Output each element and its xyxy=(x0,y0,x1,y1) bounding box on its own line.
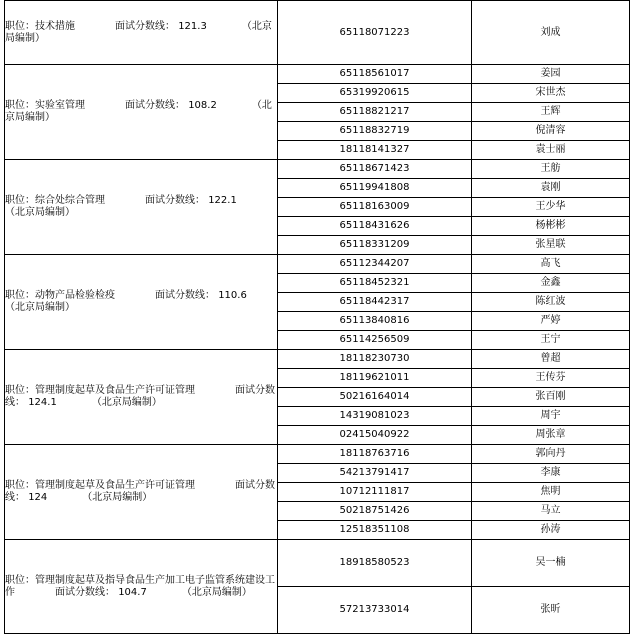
score-line-label: 面试分数线： xyxy=(155,290,215,301)
position-text xyxy=(5,21,277,45)
position-cell xyxy=(5,160,278,255)
exam-number-cell: 14319081023 xyxy=(278,407,472,426)
candidate-name-cell: 李康 xyxy=(472,464,630,483)
candidate-name-cell: 王少华 xyxy=(472,198,630,217)
exam-number-cell: 65112344207 xyxy=(278,255,472,274)
position-label: 职位：管理制度起草及指导食品生产加工电子监管系统建设工作 xyxy=(5,574,275,598)
candidate-name-cell: 王辉 xyxy=(472,103,630,122)
exam-number-cell: 18118230730 xyxy=(278,350,472,369)
candidate-name-cell: 刘成 xyxy=(472,1,630,65)
candidate-name-cell: 袁刚 xyxy=(472,179,630,198)
bureau-note: （北京局编制） xyxy=(186,586,252,598)
position-label: 职位：动物产品检验检疫 xyxy=(5,290,115,301)
position-cell xyxy=(5,1,278,65)
score-value: 121.3 xyxy=(178,20,207,32)
exam-number-cell: 65118431626 xyxy=(278,217,472,236)
exam-number-cell: 65114256509 xyxy=(278,331,472,350)
exam-number-cell: 57213733014 xyxy=(278,587,472,634)
table-row xyxy=(5,65,630,84)
position-text xyxy=(5,385,277,409)
exam-number-cell: 65118821217 xyxy=(278,103,472,122)
candidate-name-cell: 陈红波 xyxy=(472,293,630,312)
exam-number-cell: 18119621011 xyxy=(278,369,472,388)
candidate-name-cell: 宋世杰 xyxy=(472,84,630,103)
exam-number-cell: 65118442317 xyxy=(278,293,472,312)
score-line-label: 面试分数线： xyxy=(145,195,205,206)
candidate-name-cell: 曾超 xyxy=(472,350,630,369)
bureau-note: （北京局编制） xyxy=(5,207,75,218)
position-label: 职位：管理制度起草及食品生产许可证管理 xyxy=(5,385,195,396)
bureau-note: （北京局编制） xyxy=(96,397,162,408)
position-label: 职位：管理制度起草及食品生产许可证管理 xyxy=(5,480,195,491)
score-line-label: 面试分数线： xyxy=(115,20,175,32)
score-value: 104.7 xyxy=(118,586,147,598)
candidate-name-cell: 周宇 xyxy=(472,407,630,426)
candidate-name-cell: 王宁 xyxy=(472,331,630,350)
candidate-name-cell: 王传芬 xyxy=(472,369,630,388)
candidate-name-cell: 张百刚 xyxy=(472,388,630,407)
position-text xyxy=(5,195,277,219)
position-text xyxy=(5,575,277,599)
exam-number-cell: 65118331209 xyxy=(278,236,472,255)
position-cell xyxy=(5,350,278,445)
score-value: 122.1 xyxy=(208,195,237,206)
exam-number-cell: 65319920615 xyxy=(278,84,472,103)
exam-number-cell: 10712111817 xyxy=(278,483,472,502)
exam-number-cell: 65119941808 xyxy=(278,179,472,198)
exam-number-cell: 65118832719 xyxy=(278,122,472,141)
position-label: 职位：实验室管理 xyxy=(5,100,85,111)
table-row xyxy=(5,1,630,65)
interview-score-table xyxy=(4,0,630,634)
exam-number-cell: 18118141327 xyxy=(278,141,472,160)
bureau-note: （北京局编制） xyxy=(5,100,272,123)
exam-number-cell: 50218751426 xyxy=(278,502,472,521)
bureau-note: （北京局编制） xyxy=(5,302,75,313)
candidate-name-cell: 金鑫 xyxy=(472,274,630,293)
table-row xyxy=(5,160,630,179)
exam-number-cell: 65118452321 xyxy=(278,274,472,293)
candidate-name-cell: 姜园 xyxy=(472,65,630,84)
exam-number-cell: 65113840816 xyxy=(278,312,472,331)
score-value: 108.2 xyxy=(188,100,217,111)
exam-number-cell: 65118671423 xyxy=(278,160,472,179)
score-value: 124.1 xyxy=(28,397,57,408)
exam-number-cell: 12518351108 xyxy=(278,521,472,540)
exam-number-cell: 02415040922 xyxy=(278,426,472,445)
position-text xyxy=(5,100,277,124)
position-text xyxy=(5,480,277,504)
candidate-name-cell: 周张章 xyxy=(472,426,630,445)
table-row xyxy=(5,255,630,274)
candidate-name-cell: 严婷 xyxy=(472,312,630,331)
candidate-name-cell: 孙涛 xyxy=(472,521,630,540)
exam-number-cell: 65118071223 xyxy=(278,1,472,65)
score-value: 124 xyxy=(28,492,48,503)
position-cell xyxy=(5,255,278,350)
score-value: 110.6 xyxy=(218,290,247,301)
candidate-name-cell: 焦明 xyxy=(472,483,630,502)
score-line-label: 面试分数线： xyxy=(5,385,275,408)
exam-number-cell: 54213791417 xyxy=(278,464,472,483)
candidate-name-cell: 王舫 xyxy=(472,160,630,179)
exam-number-cell: 50216164014 xyxy=(278,388,472,407)
position-cell xyxy=(5,65,278,160)
candidate-name-cell: 杨彬彬 xyxy=(472,217,630,236)
exam-number-cell: 65118163009 xyxy=(278,198,472,217)
exam-number-cell: 18118763716 xyxy=(278,445,472,464)
candidate-name-cell: 张昕 xyxy=(472,587,630,634)
position-cell xyxy=(5,540,278,634)
position-label: 职位：综合处综合管理 xyxy=(5,195,105,206)
table-row xyxy=(5,540,630,587)
score-line-label: 面试分数线： xyxy=(125,100,185,111)
score-line-label: 面试分数线： xyxy=(5,480,275,503)
candidate-name-cell: 高飞 xyxy=(472,255,630,274)
position-cell xyxy=(5,445,278,540)
table-row xyxy=(5,445,630,464)
score-line-label: 面试分数线： xyxy=(55,586,115,598)
bureau-note: （北京局编制） xyxy=(87,492,153,503)
position-label: 职位：技术措施 xyxy=(5,20,75,32)
candidate-name-cell: 马立 xyxy=(472,502,630,521)
exam-number-cell: 18918580523 xyxy=(278,540,472,587)
bureau-note: （北京局编制） xyxy=(5,20,272,44)
position-text xyxy=(5,290,277,314)
candidate-name-cell: 郭向丹 xyxy=(472,445,630,464)
candidate-name-cell: 倪清容 xyxy=(472,122,630,141)
candidate-name-cell: 张星联 xyxy=(472,236,630,255)
candidate-name-cell: 袁士丽 xyxy=(472,141,630,160)
exam-number-cell: 65118561017 xyxy=(278,65,472,84)
table-row xyxy=(5,350,630,369)
candidate-name-cell: 吴一楠 xyxy=(472,540,630,587)
